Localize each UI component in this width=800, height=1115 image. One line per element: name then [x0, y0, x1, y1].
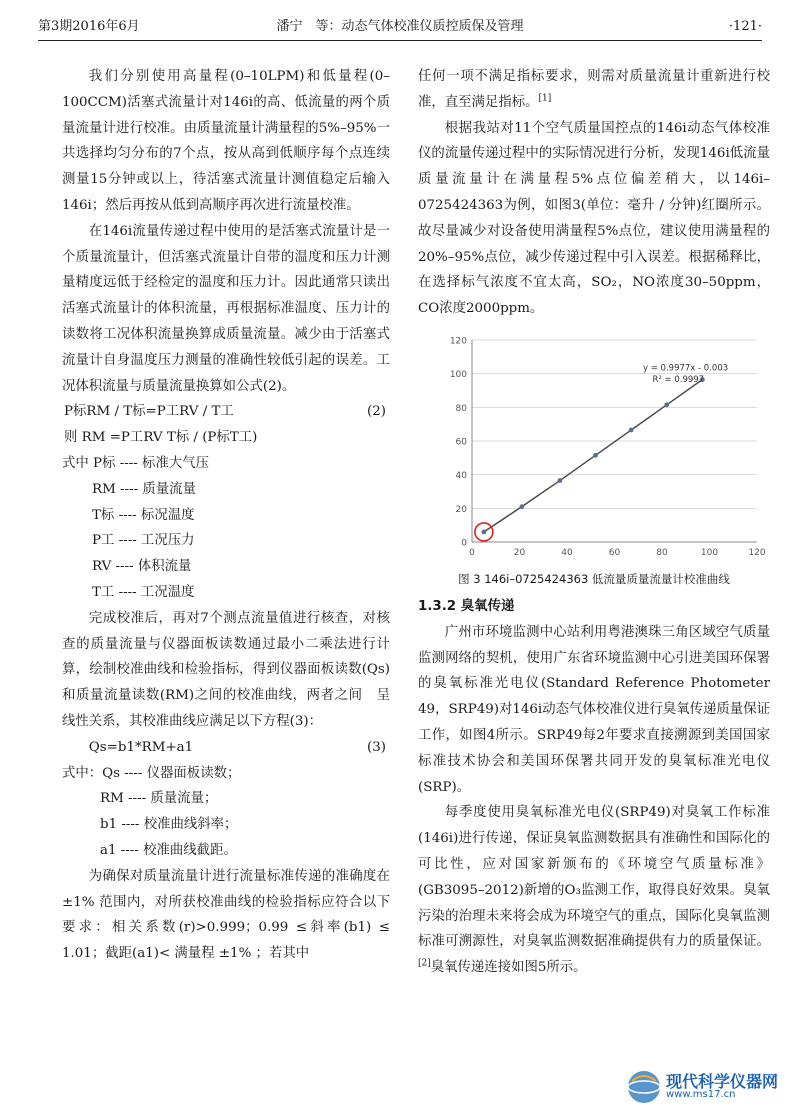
- paragraph: [418, 800, 770, 981]
- paragraph-text: 任何一项不满足指标要求，则需对质量流量计重新进行校准，直至满足指标。: [418, 69, 770, 110]
- watermark-logo: [624, 1067, 794, 1107]
- paragraph: 我们分别使用高量程(0–10LPM)和低量程(0–100CCM)活塞式流量计对146i的高、低流量的两个质量流量计进行校准。由质量流量计满量程的5%–95%一共选择均匀分布的7个点，按从高到低顺序每个点连续测量15分钟或以上，待活塞式流量计测值稳定后输入146i；然后再按从低到高顺序再次进行流量校准。: [62, 69, 390, 213]
- figure-caption: 图 3 146i–0725424363 低流量质量流量计校准曲线: [458, 571, 730, 586]
- watermark-url: www.ms17.cn: [666, 1089, 736, 1100]
- paragraph: [418, 64, 770, 116]
- definition-line: RM ---- 质量流量: [92, 481, 196, 497]
- x-tick-label: 40: [561, 547, 573, 558]
- data-point: [519, 504, 524, 509]
- data-point: [557, 478, 562, 483]
- definition-line: RV ---- 体积流量: [92, 559, 192, 575]
- chart-svg: [442, 330, 766, 568]
- y-tick-label: 0: [461, 538, 467, 549]
- r-squared-label: R² = 0.9997: [652, 375, 705, 386]
- paragraph-text: 每季度使用臭氧标准光电仪(SRP49)对臭氧工作标准(146i)进行传递，保证臭氧监测数据具有准确性和国际化的可比性，应对国家新颁布的《环境空气质量标准》(GB3095–2012)新增的O₃监测工作，取得良好效果。臭氧污染的治理未来将会成为环境空气的重点，国际化臭氧监测标准可溯源性，对臭氧监测数据准确提供有力的质量保证。: [418, 805, 770, 950]
- paragraph: 广州市环境监测中心站利用粤港澳珠三角区域空气质量监测网络的契机，使用广东省环境监测中心引进美国环保署的臭氧标准光电仪(Standard Reference Photometer 49，SRP49)对146i动态气体校准仪进行臭氧传递质量保证工作，如图4所示。SRP49每2年要求直接溯源到美国国家标准技术协会和美国环保署共同开发的臭氧标准光电仪(SRP)。: [418, 624, 770, 795]
- definition-line: 式中：Qs ---- 仪器面板读数；: [62, 765, 241, 781]
- right-column: [418, 64, 770, 981]
- running-title: 潘宁 等：动态气体校准仪质控质保及管理: [276, 19, 524, 34]
- series-line: [484, 380, 703, 532]
- x-tick-label: 120: [748, 547, 766, 558]
- formula-number: (2): [367, 404, 386, 420]
- left-column: [62, 64, 390, 967]
- x-tick-label: 0: [469, 547, 475, 558]
- formula-number: (3): [367, 739, 386, 755]
- y-tick-label: 20: [455, 504, 467, 515]
- y-tick-label: 100: [449, 370, 467, 381]
- data-point: [593, 453, 598, 458]
- data-point: [481, 529, 486, 534]
- definition-line: a1 ---- 校准曲线截距。: [100, 842, 237, 858]
- calibration-chart: [442, 330, 782, 568]
- formula-2: [62, 399, 390, 425]
- data-point: [629, 428, 634, 433]
- y-tick-label: 120: [449, 336, 467, 347]
- formula-text: Qs=b1*RM+a1: [88, 739, 194, 755]
- definition-line: 式中 P标 ---- 标准大气压: [62, 455, 210, 471]
- y-tick-label: 60: [455, 437, 467, 448]
- data-point: [664, 402, 669, 407]
- definition-line: b1 ---- 校准曲线斜率；: [100, 817, 238, 833]
- journal-issue: 第3期2016年6月: [38, 19, 140, 34]
- definition-line: T工 ---- 工况温度: [92, 584, 195, 600]
- watermark-name: 现代科学仪器网: [666, 1072, 779, 1091]
- y-tick-label: 80: [455, 403, 467, 414]
- definition-line: T标 ---- 标况温度: [92, 507, 195, 523]
- paragraph-text: 臭氧传递连接如图5所示。: [430, 960, 587, 976]
- y-tick-label: 40: [455, 471, 467, 482]
- formula-3: [62, 735, 390, 761]
- x-tick-label: 100: [700, 547, 719, 558]
- definition-line: P工 ---- 工况压力: [92, 533, 195, 549]
- paragraph: 在146i流量传递过程中使用的是活塞式流量计是一个质量流量计，但活塞式流量计自带的温度和压力计测量精度远低于经检定的温度和压力计。因此通常只读出活塞式流量计的体积流量，再根据标准温度、压力计的读数将工况体积流量换算成质量流量。减少由于活塞式流量计自身温度压力测量的准确性较低引起的误差。工况体积流量与质量流量换算如公式(2)。: [62, 223, 390, 394]
- paragraph: 根据我站对11个空气质量国控点的146i动态气体校准仪的流量传递过程中的实际情况进行分析，发现146i低流量质量流量计在满量程5%点位偏差稍大，以146i–0725424363为例，如图3(单位：毫升 / 分钟)红圈所示。故尽量减少对设备使用满量程5%点位，建议使用满量程的20%–95%点位，减少传递过程中引入误差。根据稀释比，在选择标气浓度不宜太高，SO₂，NO浓度30–50ppm，CO浓度2000ppm。: [418, 120, 770, 317]
- definition-line: RM ---- 质量流量；: [100, 791, 218, 807]
- formula-2b: 则 RM =P工RV T标 / (P标T工): [64, 430, 258, 446]
- x-tick-label: 20: [513, 547, 526, 558]
- paragraph: 完成校准后，再对7个测点流量值进行核查，对核查的质量流量与仪器面板读数通过最小二乘法进行计算，绘制校准曲线和检验指标，得到仪器面板读数(Qs)和质量流量读数(RM)之间的校准曲线，两者之间 呈线性关系，其校准曲线应满足以下方程(3)：: [62, 610, 390, 729]
- page-number: ·121·: [728, 19, 762, 34]
- formula-text: P标RM / T标=P工RV / T工: [64, 404, 234, 420]
- page-header: [38, 14, 762, 41]
- x-tick-label: 80: [656, 547, 668, 558]
- trendline-equation: y = 0.9977x - 0.003: [643, 363, 729, 374]
- section-heading: 1.3.2 臭氧传递: [418, 598, 515, 614]
- citation: [1]: [538, 93, 552, 104]
- paragraph: 为确保对质量流量计进行流量标准传递的准确度在 ±1% 范围内，对所获校准曲线的检验指标应符合以下要求：相关系数(r)>0.999；0.99 ≤斜率(b1) ≤ 1.01；截距(a1)< 满量程 ±1% ；若其中: [62, 868, 390, 962]
- citation: [2]: [418, 958, 431, 969]
- globe-icon: [624, 1067, 664, 1107]
- x-tick-label: 60: [608, 547, 621, 558]
